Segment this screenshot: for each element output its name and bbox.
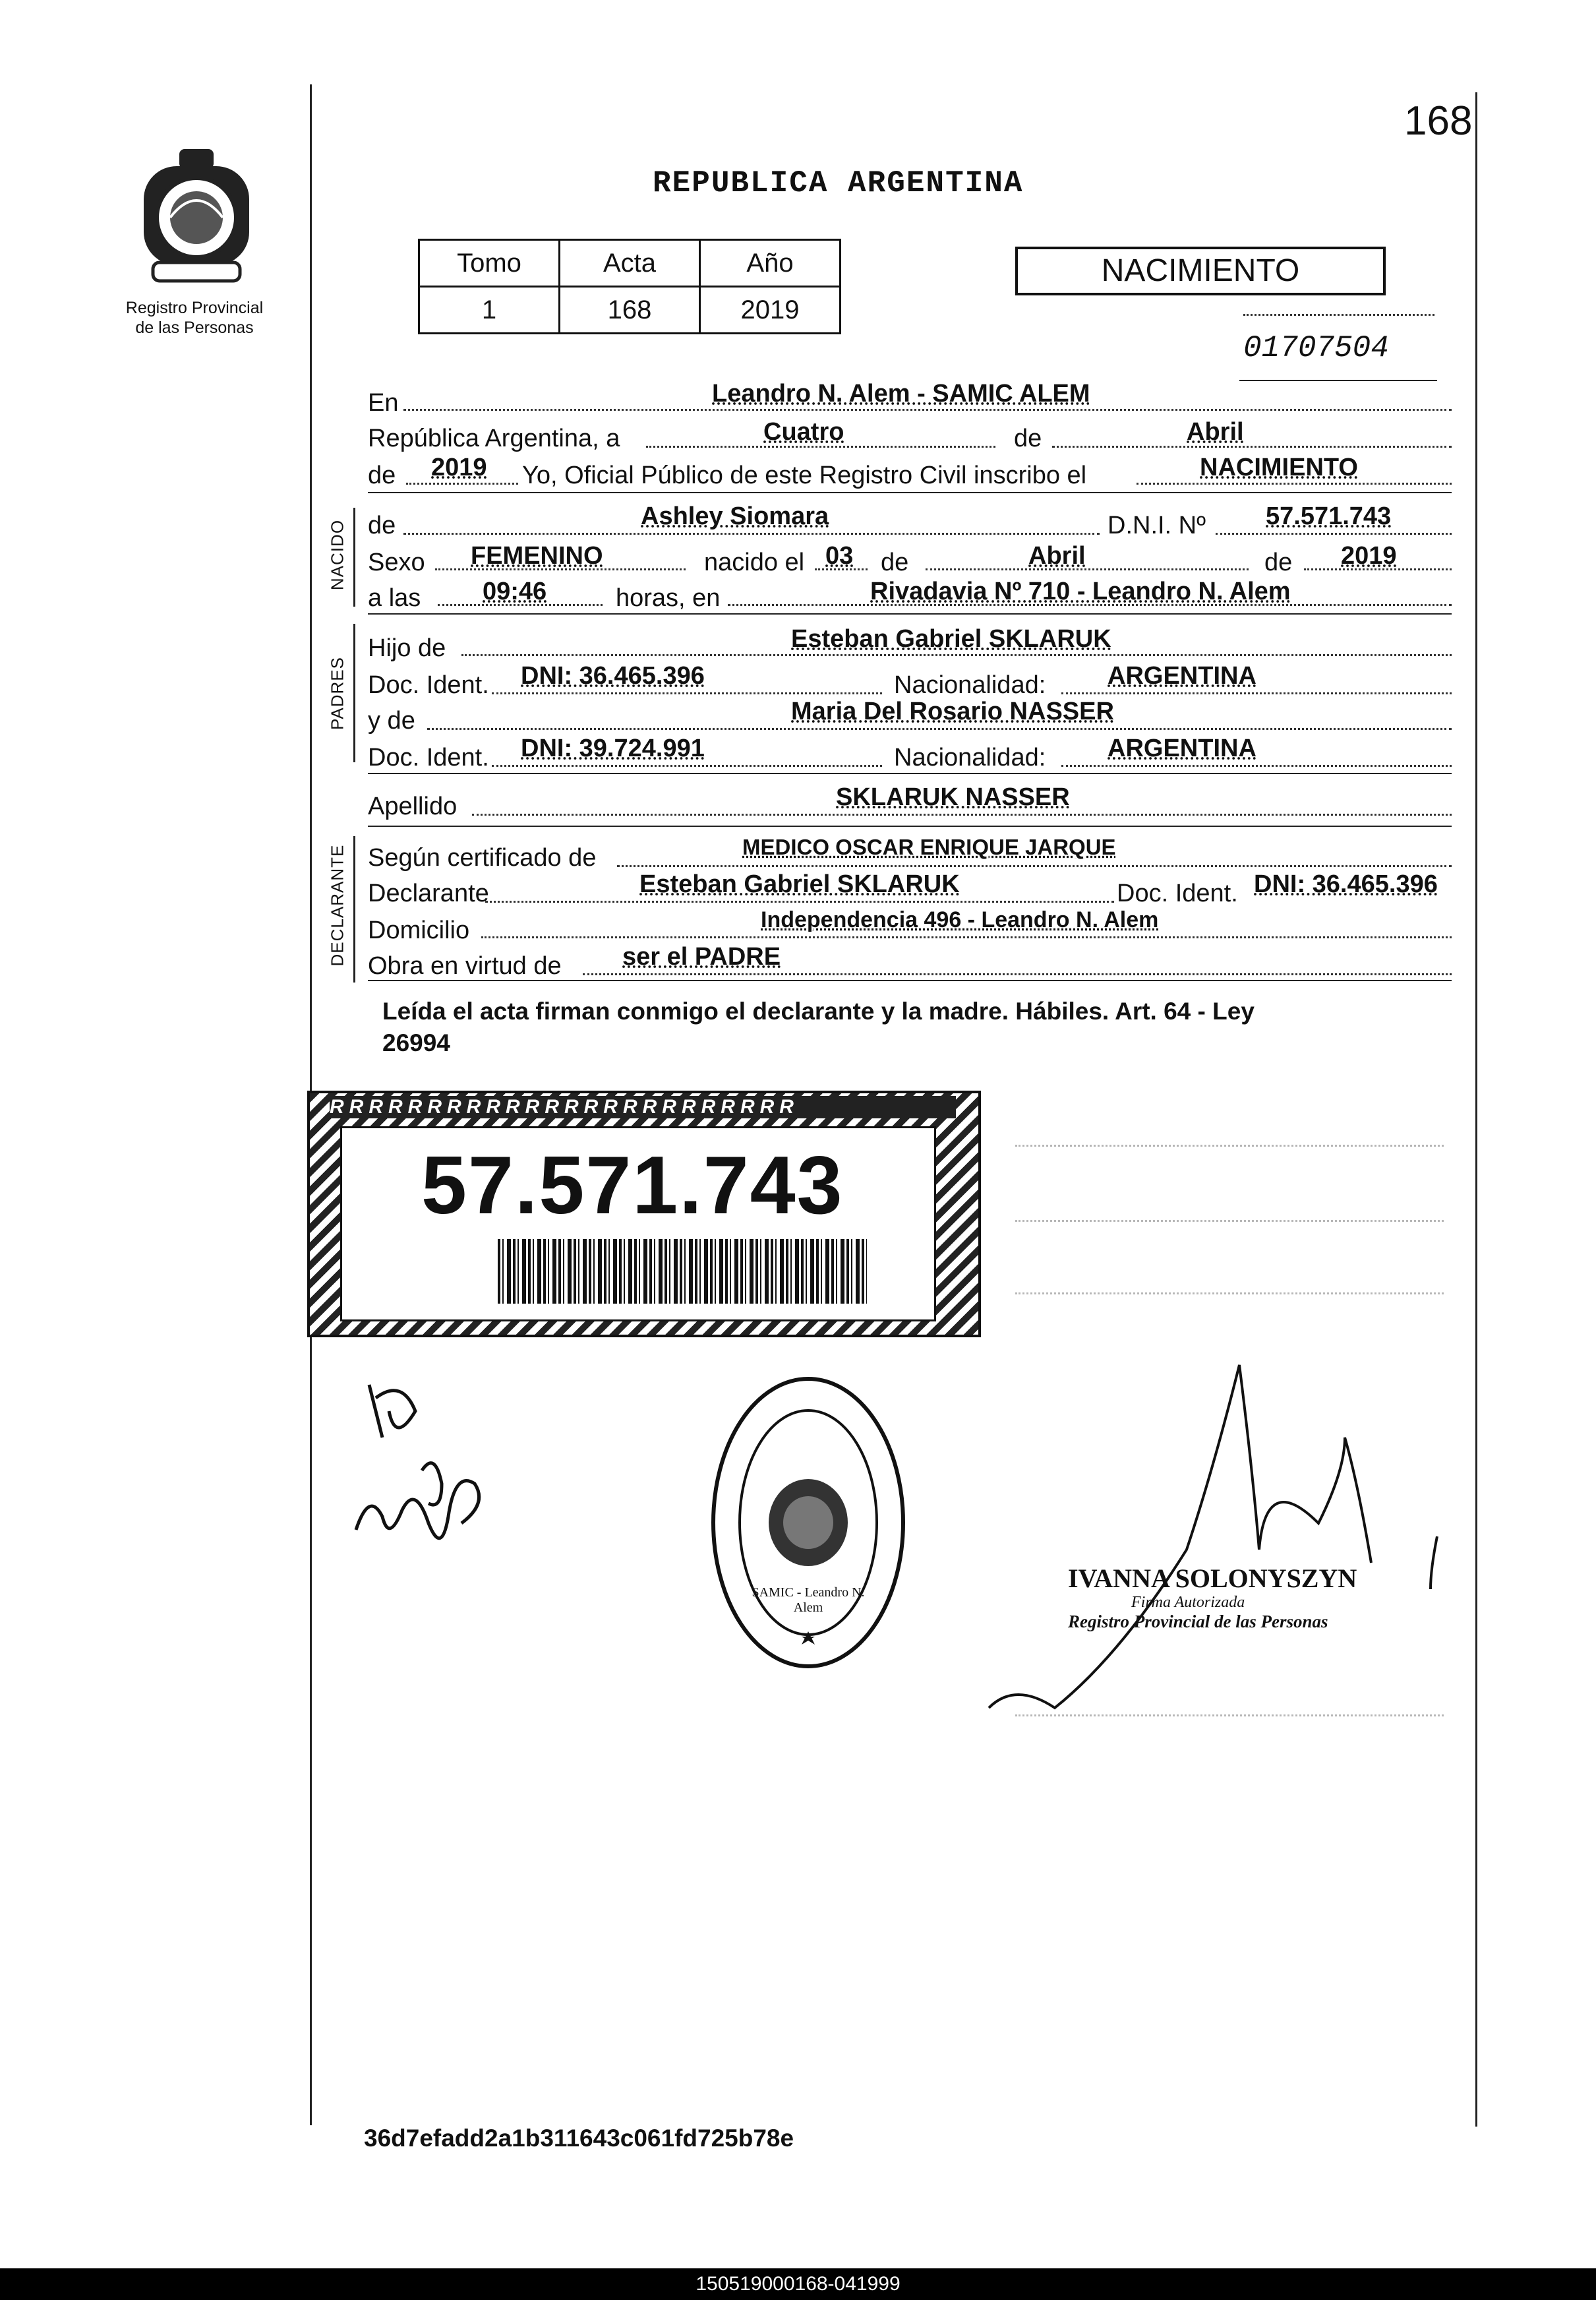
sexo-label: Sexo	[368, 549, 425, 576]
nacido-de-label: de	[368, 512, 396, 539]
section-label-declarante: DECLARANTE	[327, 844, 347, 967]
divider-1	[368, 492, 1452, 493]
officer-signature	[976, 1339, 1477, 1757]
blank-line-1	[1015, 1145, 1444, 1147]
record-table	[418, 239, 841, 334]
domicilio-dots	[481, 936, 1452, 938]
certificado-dots	[617, 865, 1452, 867]
closing-line-2: 26994	[382, 1029, 450, 1056]
page-number: 168	[1404, 98, 1473, 144]
domicilio-label: Domicilio	[368, 917, 470, 944]
month-value: Abril	[1187, 418, 1244, 446]
mother-name: Maria Del Rosario NASSER	[791, 698, 1114, 725]
apellido-label: Apellido	[368, 793, 458, 820]
sticker-dni-number: 57.571.743	[421, 1140, 844, 1231]
birth-de2-label: de	[1264, 549, 1293, 576]
birth-place: Rivadavia Nº 710 - Leandro N. Alem	[870, 578, 1291, 605]
horas-label: horas, en	[616, 584, 721, 612]
officer-title: Firma Autorizada	[1131, 1594, 1245, 1611]
logo-caption	[92, 298, 297, 338]
en-label: En	[368, 389, 399, 417]
domicilio-value: Independencia 496 - Leandro N. Alem	[761, 907, 1159, 932]
month-de-label: de	[1014, 425, 1042, 452]
day-value: Cuatro	[763, 418, 844, 446]
section-label-padres: PADRES	[327, 657, 347, 730]
nac1-label: Nacionalidad:	[894, 671, 1046, 699]
padres-bracket	[353, 624, 355, 762]
father-nat-dots	[1061, 692, 1452, 694]
mother-dots	[427, 728, 1452, 730]
declarante-label: Declarante	[368, 880, 489, 907]
obra-dots	[583, 973, 1452, 975]
declarante-doc: DNI: 36.465.396	[1254, 870, 1438, 898]
birth-day: 03	[825, 542, 854, 570]
barcode	[498, 1239, 867, 1304]
serial-number: 01707504	[1243, 331, 1389, 365]
sexo-value: FEMENINO	[471, 542, 603, 570]
month-dots	[1052, 446, 1452, 448]
y-de-label: y de	[368, 707, 415, 735]
sticker-pattern-text: RRRRRRRRRRRRRRRRRRRRRRRR	[330, 1096, 956, 1118]
right-margin-line	[1475, 92, 1477, 2127]
officer-name: IVANNA SOLONYSZYN	[1068, 1563, 1357, 1593]
mother-nat-dots	[1061, 765, 1452, 767]
record-type: NACIMIENTO	[1101, 253, 1300, 288]
father-dots	[461, 654, 1452, 656]
mother-doc: DNI: 39.724.991	[521, 735, 705, 762]
obra-label: Obra en virtud de	[368, 952, 562, 980]
table-header-acta: Acta	[560, 240, 700, 287]
inscribo-dots	[1137, 483, 1452, 485]
dni-dots	[1216, 533, 1452, 535]
doc1-label: Doc. Ident.	[368, 671, 489, 699]
apellido-dots	[472, 814, 1452, 816]
sticker-panel	[340, 1126, 936, 1321]
dni-label: D.N.I. Nº	[1108, 512, 1206, 539]
en-value: Leandro N. Alem - SAMIC ALEM	[712, 380, 1090, 408]
divider-3	[368, 773, 1452, 774]
father-doc: DNI: 36.465.396	[521, 662, 705, 690]
certificado-value: MEDICO OSCAR ENRIQUE JARQUE	[742, 835, 1116, 859]
declarante-value: Esteban Gabriel SKLARUK	[639, 870, 960, 898]
mother-nationality: ARGENTINA	[1108, 735, 1256, 762]
father-name: Esteban Gabriel SKLARUK	[791, 625, 1111, 653]
blank-line-3	[1015, 1292, 1444, 1294]
oficial-text: Yo, Oficial Público de este Registro Civil inscribo el	[522, 462, 1087, 489]
record-type-underline	[1243, 314, 1434, 316]
doc2-label: Doc. Ident.	[368, 744, 489, 772]
birth-time: 09:46	[483, 578, 547, 605]
hijo-label: Hijo de	[368, 634, 446, 662]
birth-year: 2019	[1341, 542, 1397, 570]
closing-statement	[382, 996, 1255, 1059]
year-prefix-label: de	[368, 462, 396, 489]
officer-block	[1068, 1563, 1357, 1632]
mother-doc-dots	[492, 765, 882, 767]
table-value-ano: 2019	[700, 287, 841, 334]
table-header-ano: Año	[700, 240, 841, 287]
table-value-acta: 168	[560, 287, 700, 334]
serial-underline	[1239, 380, 1437, 381]
a-las-label: a las	[368, 584, 421, 612]
record-type-box	[1015, 247, 1386, 295]
nacido-el-label: nacido el	[704, 549, 805, 576]
en-dots	[403, 409, 1452, 411]
document-title: REPUBLICA ARGENTINA	[653, 166, 1024, 200]
official-stamp	[709, 1374, 907, 1671]
blank-line-2	[1015, 1220, 1444, 1222]
declarante-dots	[485, 901, 1114, 903]
obra-value: ser el PADRE	[622, 943, 781, 971]
divider-5	[368, 980, 1452, 981]
declarant-signature	[343, 1372, 514, 1573]
section-label-nacido: NACIDO	[327, 519, 347, 591]
child-name: Ashley Siomara	[641, 502, 829, 530]
birth-de-label: de	[881, 549, 909, 576]
year-dots	[406, 483, 518, 485]
birth-month: Abril	[1028, 542, 1086, 570]
apellido-value: SKLARUK NASSER	[836, 783, 1070, 811]
logo-caption-line1: Registro Provincial	[125, 299, 264, 317]
table-value-tomo: 1	[419, 287, 560, 334]
blank-line-4	[1015, 1714, 1444, 1716]
father-doc-dots	[492, 692, 882, 694]
nac2-label: Nacionalidad:	[894, 744, 1046, 772]
inscribo-value: NACIMIENTO	[1200, 454, 1358, 481]
birth-month-dots	[926, 568, 1249, 570]
year-value: 2019	[431, 454, 487, 481]
province-seal-logo	[127, 144, 266, 290]
logo-caption-line2: de las Personas	[135, 318, 254, 337]
divider-4	[368, 826, 1452, 827]
republica-label: República Argentina, a	[368, 425, 620, 452]
footer-code: 150519000168-041999	[695, 2273, 901, 2295]
dni-sticker	[307, 1091, 981, 1337]
child-dni: 57.571.743	[1266, 502, 1392, 530]
decl-doc-label: Doc. Ident.	[1117, 880, 1238, 907]
name-dots	[403, 533, 1100, 535]
father-nationality: ARGENTINA	[1108, 662, 1256, 690]
stamp-inner-text: SAMIC - Leandro N. Alem	[752, 1585, 865, 1615]
table-header-tomo: Tomo	[419, 240, 560, 287]
closing-line-1: Leída el acta firman conmigo el declarante y la madre. Hábiles. Art. 64 - Ley	[382, 998, 1255, 1025]
footer-bar	[0, 2268, 1596, 2300]
nacido-bracket	[353, 508, 355, 607]
document-hash: 36d7efadd2a1b311643c061fd725b78e	[364, 2125, 794, 2152]
segun-label: Según certificado de	[368, 844, 597, 872]
officer-office: Registro Provincial de las Personas	[1068, 1612, 1328, 1631]
declarante-bracket	[353, 836, 355, 983]
divider-2	[368, 613, 1452, 615]
